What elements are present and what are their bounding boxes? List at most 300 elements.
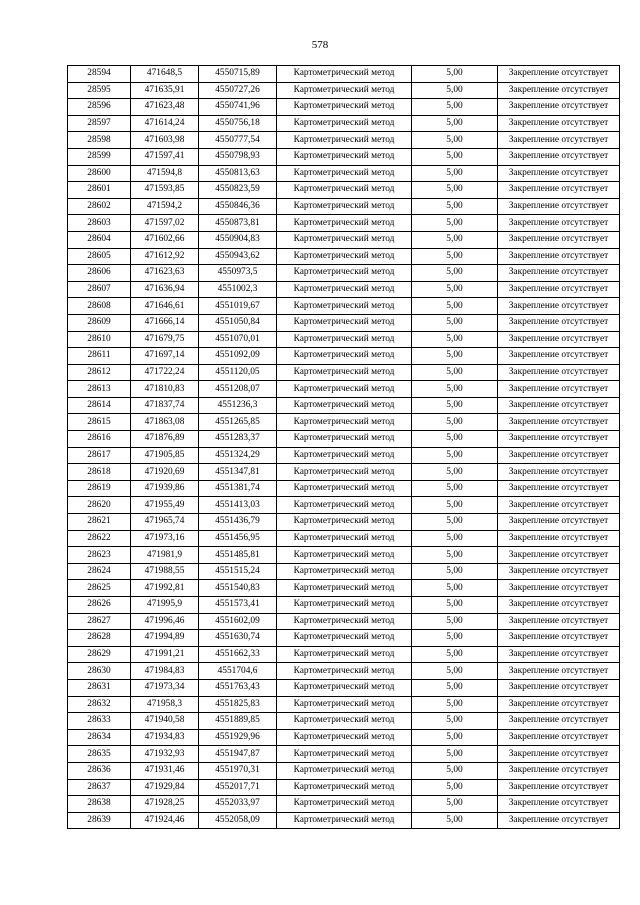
fixing-cell: Закрепление отсутствует <box>498 646 620 663</box>
table-row <box>68 248 620 265</box>
table-row <box>68 514 620 531</box>
fixing-cell: Закрепление отсутствует <box>498 248 620 265</box>
fixing-cell: Закрепление отсутствует <box>498 613 620 630</box>
table-row <box>68 132 620 149</box>
method-cell: Картометрический метод <box>277 580 412 597</box>
method-cell: Картометрический метод <box>277 597 412 614</box>
x-coordinate-cell: 471597,41 <box>131 148 199 165</box>
table-row <box>68 182 620 199</box>
y-coordinate-cell: 4551929,96 <box>199 729 277 746</box>
x-coordinate-cell: 471981,9 <box>131 547 199 564</box>
accuracy-cell: 5,00 <box>412 630 498 647</box>
table-row <box>68 464 620 481</box>
fixing-cell: Закрепление отсутствует <box>498 82 620 99</box>
table-row <box>68 198 620 215</box>
point-number-cell: 28619 <box>68 480 131 497</box>
y-coordinate-cell: 4551947,87 <box>199 746 277 763</box>
y-coordinate-cell: 4551283,37 <box>199 431 277 448</box>
x-coordinate-cell: 471992,81 <box>131 580 199 597</box>
y-coordinate-cell: 4551540,83 <box>199 580 277 597</box>
accuracy-cell: 5,00 <box>412 198 498 215</box>
accuracy-cell: 5,00 <box>412 514 498 531</box>
x-coordinate-cell: 471973,16 <box>131 530 199 547</box>
fixing-cell: Закрепление отсутствует <box>498 198 620 215</box>
y-coordinate-cell: 4551630,74 <box>199 630 277 647</box>
point-number-cell: 28605 <box>68 248 131 265</box>
x-coordinate-cell: 471984,83 <box>131 663 199 680</box>
y-coordinate-cell: 4551436,79 <box>199 514 277 531</box>
point-number-cell: 28597 <box>68 115 131 132</box>
point-number-cell: 28616 <box>68 431 131 448</box>
accuracy-cell: 5,00 <box>412 547 498 564</box>
x-coordinate-cell: 471931,46 <box>131 762 199 779</box>
y-coordinate-cell: 4551120,05 <box>199 364 277 381</box>
table-row <box>68 314 620 331</box>
point-number-cell: 28609 <box>68 314 131 331</box>
fixing-cell: Закрепление отсутствует <box>498 663 620 680</box>
y-coordinate-cell: 4550904,83 <box>199 231 277 248</box>
method-cell: Картометрический метод <box>277 331 412 348</box>
table-row <box>68 364 620 381</box>
point-number-cell: 28633 <box>68 713 131 730</box>
method-cell: Картометрический метод <box>277 82 412 99</box>
y-coordinate-cell: 4551265,85 <box>199 414 277 431</box>
y-coordinate-cell: 4551050,84 <box>199 314 277 331</box>
accuracy-cell: 5,00 <box>412 613 498 630</box>
method-cell: Картометрический метод <box>277 613 412 630</box>
method-cell: Картометрический метод <box>277 414 412 431</box>
x-coordinate-cell: 471876,89 <box>131 431 199 448</box>
fixing-cell: Закрепление отсутствует <box>498 514 620 531</box>
x-coordinate-cell: 471932,93 <box>131 746 199 763</box>
table-body <box>68 66 620 829</box>
point-number-cell: 28614 <box>68 397 131 414</box>
accuracy-cell: 5,00 <box>412 364 498 381</box>
method-cell: Картометрический метод <box>277 431 412 448</box>
x-coordinate-cell: 471648,5 <box>131 66 199 83</box>
y-coordinate-cell: 4551889,85 <box>199 713 277 730</box>
point-number-cell: 28601 <box>68 182 131 199</box>
method-cell: Картометрический метод <box>277 514 412 531</box>
accuracy-cell: 5,00 <box>412 132 498 149</box>
table-row <box>68 597 620 614</box>
point-number-cell: 28631 <box>68 679 131 696</box>
fixing-cell: Закрепление отсутствует <box>498 547 620 564</box>
method-cell: Картометрический метод <box>277 265 412 282</box>
point-number-cell: 28604 <box>68 231 131 248</box>
y-coordinate-cell: 4551381,74 <box>199 480 277 497</box>
method-cell: Картометрический метод <box>277 198 412 215</box>
point-number-cell: 28611 <box>68 348 131 365</box>
method-cell: Картометрический метод <box>277 66 412 83</box>
y-coordinate-cell: 4551002,3 <box>199 281 277 298</box>
x-coordinate-cell: 471594,8 <box>131 165 199 182</box>
table-row <box>68 281 620 298</box>
table-row <box>68 729 620 746</box>
point-number-cell: 28632 <box>68 696 131 713</box>
point-number-cell: 28637 <box>68 779 131 796</box>
table-row <box>68 397 620 414</box>
point-number-cell: 28617 <box>68 447 131 464</box>
table-row <box>68 414 620 431</box>
method-cell: Картометрический метод <box>277 248 412 265</box>
accuracy-cell: 5,00 <box>412 597 498 614</box>
y-coordinate-cell: 4551515,24 <box>199 563 277 580</box>
x-coordinate-cell: 471920,69 <box>131 464 199 481</box>
method-cell: Картометрический метод <box>277 646 412 663</box>
y-coordinate-cell: 4552033,97 <box>199 796 277 813</box>
accuracy-cell: 5,00 <box>412 381 498 398</box>
method-cell: Картометрический метод <box>277 480 412 497</box>
table-row <box>68 431 620 448</box>
table-row <box>68 331 620 348</box>
accuracy-cell: 5,00 <box>412 447 498 464</box>
table-row <box>68 613 620 630</box>
point-number-cell: 28638 <box>68 796 131 813</box>
accuracy-cell: 5,00 <box>412 248 498 265</box>
x-coordinate-cell: 471623,63 <box>131 265 199 282</box>
fixing-cell: Закрепление отсутствует <box>498 414 620 431</box>
y-coordinate-cell: 4551413,03 <box>199 497 277 514</box>
method-cell: Картометрический метод <box>277 547 412 564</box>
accuracy-cell: 5,00 <box>412 663 498 680</box>
accuracy-cell: 5,00 <box>412 646 498 663</box>
method-cell: Картометрический метод <box>277 348 412 365</box>
table-row <box>68 480 620 497</box>
y-coordinate-cell: 4550873,81 <box>199 215 277 232</box>
fixing-cell: Закрепление отсутствует <box>498 397 620 414</box>
table-row <box>68 779 620 796</box>
table-row <box>68 381 620 398</box>
table-row <box>68 66 620 83</box>
x-coordinate-cell: 471973,34 <box>131 679 199 696</box>
accuracy-cell: 5,00 <box>412 746 498 763</box>
method-cell: Картометрический метод <box>277 298 412 315</box>
point-number-cell: 28618 <box>68 464 131 481</box>
method-cell: Картометрический метод <box>277 182 412 199</box>
table-row <box>68 630 620 647</box>
method-cell: Картометрический метод <box>277 796 412 813</box>
point-number-cell: 28627 <box>68 613 131 630</box>
point-number-cell: 28636 <box>68 762 131 779</box>
fixing-cell: Закрепление отсутствует <box>498 298 620 315</box>
accuracy-cell: 5,00 <box>412 414 498 431</box>
fixing-cell: Закрепление отсутствует <box>498 597 620 614</box>
accuracy-cell: 5,00 <box>412 762 498 779</box>
method-cell: Картометрический метод <box>277 314 412 331</box>
accuracy-cell: 5,00 <box>412 796 498 813</box>
method-cell: Картометрический метод <box>277 464 412 481</box>
table-row <box>68 115 620 132</box>
y-coordinate-cell: 4550813,63 <box>199 165 277 182</box>
method-cell: Картометрический метод <box>277 762 412 779</box>
point-number-cell: 28602 <box>68 198 131 215</box>
x-coordinate-cell: 471837,74 <box>131 397 199 414</box>
fixing-cell: Закрепление отсутствует <box>498 265 620 282</box>
method-cell: Картометрический метод <box>277 630 412 647</box>
fixing-cell: Закрепление отсутствует <box>498 464 620 481</box>
fixing-cell: Закрепление отсутствует <box>498 231 620 248</box>
method-cell: Картометрический метод <box>277 281 412 298</box>
table-row <box>68 265 620 282</box>
point-number-cell: 28622 <box>68 530 131 547</box>
x-coordinate-cell: 471602,66 <box>131 231 199 248</box>
fixing-cell: Закрепление отсутствует <box>498 447 620 464</box>
point-number-cell: 28606 <box>68 265 131 282</box>
point-number-cell: 28620 <box>68 497 131 514</box>
accuracy-cell: 5,00 <box>412 696 498 713</box>
x-coordinate-cell: 471614,24 <box>131 115 199 132</box>
fixing-cell: Закрепление отсутствует <box>498 281 620 298</box>
fixing-cell: Закрепление отсутствует <box>498 497 620 514</box>
point-number-cell: 28630 <box>68 663 131 680</box>
fixing-cell: Закрепление отсутствует <box>498 381 620 398</box>
accuracy-cell: 5,00 <box>412 298 498 315</box>
y-coordinate-cell: 4550973,5 <box>199 265 277 282</box>
fixing-cell: Закрепление отсутствует <box>498 713 620 730</box>
fixing-cell: Закрепление отсутствует <box>498 215 620 232</box>
table-row <box>68 165 620 182</box>
fixing-cell: Закрепление отсутствует <box>498 679 620 696</box>
table-row <box>68 679 620 696</box>
accuracy-cell: 5,00 <box>412 348 498 365</box>
x-coordinate-cell: 471603,98 <box>131 132 199 149</box>
table-row <box>68 696 620 713</box>
x-coordinate-cell: 471958,3 <box>131 696 199 713</box>
point-number-cell: 28635 <box>68 746 131 763</box>
x-coordinate-cell: 471994,89 <box>131 630 199 647</box>
table-row <box>68 663 620 680</box>
y-coordinate-cell: 4550715,89 <box>199 66 277 83</box>
x-coordinate-cell: 471597,02 <box>131 215 199 232</box>
x-coordinate-cell: 471905,85 <box>131 447 199 464</box>
accuracy-cell: 5,00 <box>412 82 498 99</box>
y-coordinate-cell: 4552017,71 <box>199 779 277 796</box>
table-row <box>68 82 620 99</box>
accuracy-cell: 5,00 <box>412 729 498 746</box>
fixing-cell: Закрепление отсутствует <box>498 165 620 182</box>
point-number-cell: 28623 <box>68 547 131 564</box>
method-cell: Картометрический метод <box>277 696 412 713</box>
method-cell: Картометрический метод <box>277 447 412 464</box>
fixing-cell: Закрепление отсутствует <box>498 630 620 647</box>
method-cell: Картометрический метод <box>277 779 412 796</box>
point-number-cell: 28603 <box>68 215 131 232</box>
point-number-cell: 28594 <box>68 66 131 83</box>
method-cell: Картометрический метод <box>277 713 412 730</box>
y-coordinate-cell: 4550846,36 <box>199 198 277 215</box>
accuracy-cell: 5,00 <box>412 679 498 696</box>
x-coordinate-cell: 471697,14 <box>131 348 199 365</box>
accuracy-cell: 5,00 <box>412 281 498 298</box>
x-coordinate-cell: 471646,61 <box>131 298 199 315</box>
x-coordinate-cell: 471679,75 <box>131 331 199 348</box>
x-coordinate-cell: 471593,85 <box>131 182 199 199</box>
x-coordinate-cell: 471623,48 <box>131 99 199 116</box>
accuracy-cell: 5,00 <box>412 66 498 83</box>
x-coordinate-cell: 471612,92 <box>131 248 199 265</box>
fixing-cell: Закрепление отсутствует <box>498 563 620 580</box>
table-row <box>68 231 620 248</box>
x-coordinate-cell: 471666,14 <box>131 314 199 331</box>
point-number-cell: 28600 <box>68 165 131 182</box>
fixing-cell: Закрепление отсутствует <box>498 762 620 779</box>
x-coordinate-cell: 471934,83 <box>131 729 199 746</box>
table-row <box>68 580 620 597</box>
table-row <box>68 646 620 663</box>
accuracy-cell: 5,00 <box>412 530 498 547</box>
x-coordinate-cell: 471636,94 <box>131 281 199 298</box>
table-row <box>68 447 620 464</box>
accuracy-cell: 5,00 <box>412 165 498 182</box>
method-cell: Картометрический метод <box>277 99 412 116</box>
fixing-cell: Закрепление отсутствует <box>498 431 620 448</box>
accuracy-cell: 5,00 <box>412 431 498 448</box>
y-coordinate-cell: 4551662,33 <box>199 646 277 663</box>
point-number-cell: 28612 <box>68 364 131 381</box>
accuracy-cell: 5,00 <box>412 812 498 829</box>
fixing-cell: Закрепление отсутствует <box>498 314 620 331</box>
accuracy-cell: 5,00 <box>412 148 498 165</box>
method-cell: Картометрический метод <box>277 497 412 514</box>
table-row <box>68 215 620 232</box>
accuracy-cell: 5,00 <box>412 480 498 497</box>
x-coordinate-cell: 471995,9 <box>131 597 199 614</box>
method-cell: Картометрический метод <box>277 115 412 132</box>
table-row <box>68 99 620 116</box>
x-coordinate-cell: 471722,24 <box>131 364 199 381</box>
fixing-cell: Закрепление отсутствует <box>498 779 620 796</box>
y-coordinate-cell: 4551019,67 <box>199 298 277 315</box>
point-number-cell: 28621 <box>68 514 131 531</box>
accuracy-cell: 5,00 <box>412 215 498 232</box>
fixing-cell: Закрепление отсутствует <box>498 812 620 829</box>
fixing-cell: Закрепление отсутствует <box>498 148 620 165</box>
y-coordinate-cell: 4551236,3 <box>199 397 277 414</box>
table-row <box>68 746 620 763</box>
x-coordinate-cell: 471939,86 <box>131 480 199 497</box>
x-coordinate-cell: 471594,2 <box>131 198 199 215</box>
fixing-cell: Закрепление отсутствует <box>498 746 620 763</box>
point-number-cell: 28598 <box>68 132 131 149</box>
fixing-cell: Закрепление отсутствует <box>498 99 620 116</box>
fixing-cell: Закрепление отсутствует <box>498 115 620 132</box>
accuracy-cell: 5,00 <box>412 580 498 597</box>
point-number-cell: 28629 <box>68 646 131 663</box>
fixing-cell: Закрепление отсутствует <box>498 729 620 746</box>
method-cell: Картометрический метод <box>277 397 412 414</box>
table-row <box>68 713 620 730</box>
method-cell: Картометрический метод <box>277 231 412 248</box>
point-number-cell: 28624 <box>68 563 131 580</box>
x-coordinate-cell: 471635,91 <box>131 82 199 99</box>
method-cell: Картометрический метод <box>277 381 412 398</box>
method-cell: Картометрический метод <box>277 165 412 182</box>
y-coordinate-cell: 4551456,95 <box>199 530 277 547</box>
y-coordinate-cell: 4551602,09 <box>199 613 277 630</box>
point-number-cell: 28634 <box>68 729 131 746</box>
accuracy-cell: 5,00 <box>412 397 498 414</box>
point-number-cell: 28615 <box>68 414 131 431</box>
point-number-cell: 28613 <box>68 381 131 398</box>
accuracy-cell: 5,00 <box>412 231 498 248</box>
table-row <box>68 796 620 813</box>
y-coordinate-cell: 4551208,07 <box>199 381 277 398</box>
accuracy-cell: 5,00 <box>412 563 498 580</box>
method-cell: Картометрический метод <box>277 679 412 696</box>
x-coordinate-cell: 471955,49 <box>131 497 199 514</box>
point-number-cell: 28607 <box>68 281 131 298</box>
method-cell: Картометрический метод <box>277 746 412 763</box>
y-coordinate-cell: 4550777,54 <box>199 132 277 149</box>
y-coordinate-cell: 4550798,93 <box>199 148 277 165</box>
point-number-cell: 28595 <box>68 82 131 99</box>
y-coordinate-cell: 4551763,43 <box>199 679 277 696</box>
y-coordinate-cell: 4551485,81 <box>199 547 277 564</box>
x-coordinate-cell: 471863,08 <box>131 414 199 431</box>
fixing-cell: Закрепление отсутствует <box>498 182 620 199</box>
y-coordinate-cell: 4551070,01 <box>199 331 277 348</box>
x-coordinate-cell: 471988,55 <box>131 563 199 580</box>
fixing-cell: Закрепление отсутствует <box>498 364 620 381</box>
point-number-cell: 28610 <box>68 331 131 348</box>
y-coordinate-cell: 4551825,83 <box>199 696 277 713</box>
fixing-cell: Закрепление отсутствует <box>498 348 620 365</box>
accuracy-cell: 5,00 <box>412 265 498 282</box>
y-coordinate-cell: 4551092,09 <box>199 348 277 365</box>
method-cell: Картометрический метод <box>277 729 412 746</box>
accuracy-cell: 5,00 <box>412 182 498 199</box>
y-coordinate-cell: 4551573,41 <box>199 597 277 614</box>
x-coordinate-cell: 471924,46 <box>131 812 199 829</box>
point-number-cell: 28608 <box>68 298 131 315</box>
point-number-cell: 28628 <box>68 630 131 647</box>
point-number-cell: 28625 <box>68 580 131 597</box>
x-coordinate-cell: 471929,84 <box>131 779 199 796</box>
method-cell: Картометрический метод <box>277 132 412 149</box>
y-coordinate-cell: 4550823,59 <box>199 182 277 199</box>
point-number-cell: 28596 <box>68 99 131 116</box>
method-cell: Картометрический метод <box>277 530 412 547</box>
y-coordinate-cell: 4550727,26 <box>199 82 277 99</box>
point-number-cell: 28599 <box>68 148 131 165</box>
x-coordinate-cell: 471991,21 <box>131 646 199 663</box>
accuracy-cell: 5,00 <box>412 464 498 481</box>
method-cell: Картометрический метод <box>277 364 412 381</box>
method-cell: Картометрический метод <box>277 812 412 829</box>
accuracy-cell: 5,00 <box>412 99 498 116</box>
accuracy-cell: 5,00 <box>412 115 498 132</box>
x-coordinate-cell: 471810,83 <box>131 381 199 398</box>
fixing-cell: Закрепление отсутствует <box>498 66 620 83</box>
coordinates-table <box>67 65 620 829</box>
fixing-cell: Закрепление отсутствует <box>498 331 620 348</box>
x-coordinate-cell: 471965,74 <box>131 514 199 531</box>
y-coordinate-cell: 4550943,62 <box>199 248 277 265</box>
fixing-cell: Закрепление отсутствует <box>498 696 620 713</box>
y-coordinate-cell: 4551347,81 <box>199 464 277 481</box>
table-row <box>68 547 620 564</box>
table-row <box>68 530 620 547</box>
fixing-cell: Закрепление отсутствует <box>498 580 620 597</box>
fixing-cell: Закрепление отсутствует <box>498 480 620 497</box>
y-coordinate-cell: 4551704,6 <box>199 663 277 680</box>
table-row <box>68 762 620 779</box>
accuracy-cell: 5,00 <box>412 497 498 514</box>
method-cell: Картометрический метод <box>277 148 412 165</box>
x-coordinate-cell: 471940,58 <box>131 713 199 730</box>
x-coordinate-cell: 471928,25 <box>131 796 199 813</box>
